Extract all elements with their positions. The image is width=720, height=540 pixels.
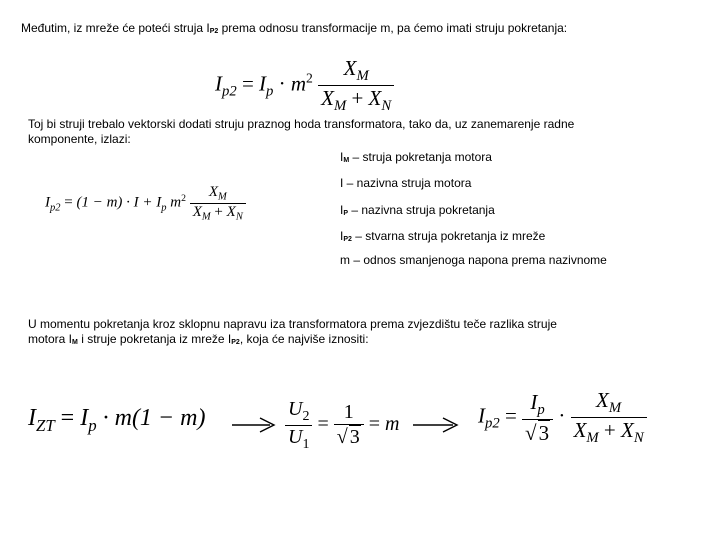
legend-line-im: IM – struja pokretanja motora: [340, 150, 492, 164]
equation-with-no-load: $I_{p2} = (1 - m) \cdot I + I_p$ $m^2$ $\frac{X_M}{X_M + X_N}$: [45, 184, 246, 222]
paragraph-intro: Međutim, iz mreže će poteći struja IP2 prema odnosu transformacije m, pa ćemo imati struju pokretanja:: [21, 21, 568, 35]
paragraph-star-point: U momentu pokretanja kroz sklopnu napravu iza transformatora prema zvjezdištu teče razlika struje motora IM i struje pokretanja iz mreže IP2, koja će najviše iznositi:: [28, 317, 557, 346]
legend-line-ip2: IP2 – stvarna struja pokretanja iz mreže: [340, 229, 546, 243]
equation-starting-current: $I_{p2} = I_p \cdot m^2$ $\frac{X_M}{X_M + X_N}$: [215, 56, 394, 115]
fraction-one-over-sqrt3: $\frac{1}{√ 3}$: [334, 401, 364, 449]
fraction-reactance: $\frac{X_M}{X_M + X_N}$: [318, 56, 394, 115]
legend-line-ip: IP – nazivna struja pokretanja: [340, 203, 495, 217]
legend-line-m: m – odnos smanjenoga napona prema nazivnome: [340, 253, 607, 267]
arrow-right-icon: [413, 416, 459, 434]
fraction-u2-u1: $\frac{U_2}{U_1}$: [285, 398, 312, 453]
fraction-reactance-2: $\frac{X_M}{X_M + X_N}$: [190, 184, 246, 222]
legend-line-i: I – nazivna struja motora: [340, 176, 472, 190]
equation-izt: $I_{ZT} = I_p \cdot m(1 - m)$: [28, 405, 206, 435]
fraction-reactance-3: $\frac{X_M}{X_M + X_N}$: [571, 388, 647, 447]
equation-voltage-ratio: $\frac{U_2}{U_1}$ = $\frac{1}{√ 3}$ = m: [285, 398, 399, 453]
fraction-ip-sqrt3: $\frac{I_p}{√3}$: [522, 390, 553, 446]
arrow-right-icon: [232, 416, 276, 434]
paragraph-vector-sum: Toj bi struji trebalo vektorski dodati struju praznog hoda transformatora, tako da, uz zanemarenje radne komponente, izlazi:: [28, 117, 575, 146]
equation-final-ip2: $I_{p2}$ = $\frac{I_p}{√3}$ · $\frac{X_M}{X_M + X_N}$: [478, 388, 647, 447]
